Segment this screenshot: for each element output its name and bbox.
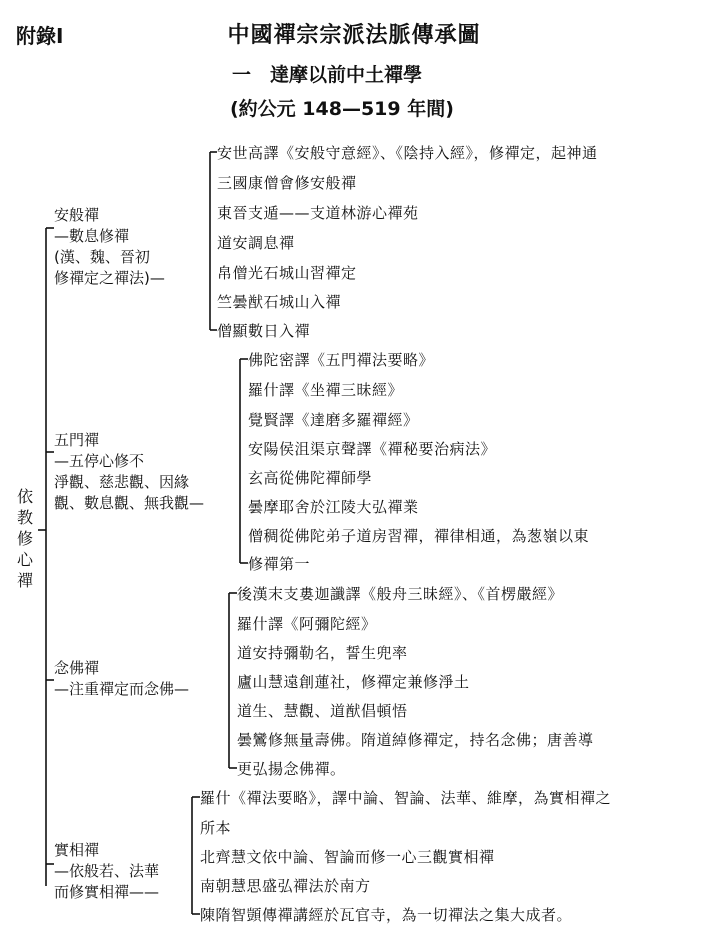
list-item: 僧稠從佛陀弟子道房習禪，禪律相通，為葱嶺以東 — [248, 527, 590, 545]
branch-line: —注重禪定而念佛— — [54, 680, 190, 698]
list-item: 所本 — [200, 819, 232, 837]
root-label: 依教修心禪 — [16, 487, 33, 590]
branch-line: —依般若、法華 — [54, 862, 160, 880]
branch-line: 觀、數息觀、無我觀— — [54, 494, 205, 512]
branch-line: (漢、魏、晉初 — [54, 248, 150, 266]
branch-line: 五門禪 — [54, 431, 100, 449]
list-item: 道生、慧觀、道猷倡頓悟 — [237, 702, 408, 720]
branch-line: 淨觀、慈悲觀、因緣 — [54, 473, 190, 491]
list-item: 羅什《禪法要略》，譯中論、智論、法華、維摩，為實相禪之 — [200, 789, 612, 807]
list-item: 竺曇猷石城山入禪 — [217, 293, 342, 311]
branch-line: 念佛禪 — [54, 659, 100, 677]
list-item: 北齊慧文依中論、智論而修一心三觀實相禪 — [200, 848, 495, 866]
section-subtitle: 一 達摩以前中土禪學 — [232, 64, 423, 86]
list-item: 後漢末支婁迦讖譯《般舟三昧經》、《首楞嚴經》 — [237, 585, 564, 603]
list-item: 羅什譯《坐禪三昧經》 — [248, 381, 404, 399]
list-item: 僧顯數日入禪 — [217, 322, 311, 340]
list-item: 修禪第一 — [248, 555, 311, 573]
list-item: 曇摩耶舍於江陵大弘禪業 — [248, 498, 419, 516]
list-item: 道安調息禪 — [217, 234, 295, 252]
branch-line: —五停心修不 — [54, 452, 145, 470]
branch-line: 修禪定之禪法)— — [54, 269, 165, 287]
branch-line: 而修實相禪—— — [54, 883, 160, 901]
list-item: 佛陀密譯《五門禪法要略》 — [248, 351, 435, 369]
branch-line: 實相禪 — [54, 841, 100, 859]
branch-line: 安般禪 — [54, 206, 100, 224]
branch-line: —數息修禪 — [54, 227, 130, 245]
period-note: (約公元 148—519 年間) — [230, 98, 454, 120]
list-item: 三國康僧會修安般禪 — [217, 174, 357, 192]
list-item: 東晉支遁——支道林游心禪苑 — [217, 204, 419, 222]
list-item: 道安持彌勒名，誓生兜率 — [237, 644, 408, 662]
list-item: 羅什譯《阿彌陀經》 — [237, 615, 377, 633]
list-item: 南朝慧思盛弘禪法於南方 — [200, 877, 371, 895]
list-item: 帛僧光石城山習禪定 — [217, 264, 357, 282]
list-item: 玄高從佛陀禪師學 — [248, 469, 373, 487]
list-item: 安陽侯沮渠京聲譯《禪秘要治病法》 — [248, 440, 497, 458]
list-item: 安世高譯《安般守意經》、《陰持入經》，修禪定，起神通 — [217, 144, 598, 162]
list-item: 廬山慧遠創蓮社，修禪定兼修淨土 — [237, 673, 470, 691]
appendix-label: 附錄Ⅰ — [16, 24, 64, 48]
page-title: 中國禪宗宗派法脈傳承圖 — [227, 23, 481, 48]
list-item: 陳隋智顗傳禪講經於瓦官寺，為一切禪法之集大成者。 — [200, 906, 573, 924]
list-item: 覺賢譯《達磨多羅禪經》 — [248, 411, 419, 429]
list-item: 曇鸞修無量壽佛。隋道綽修禪定，持名念佛；唐善導 — [237, 731, 594, 749]
list-item: 更弘揚念佛禪。 — [237, 760, 346, 778]
